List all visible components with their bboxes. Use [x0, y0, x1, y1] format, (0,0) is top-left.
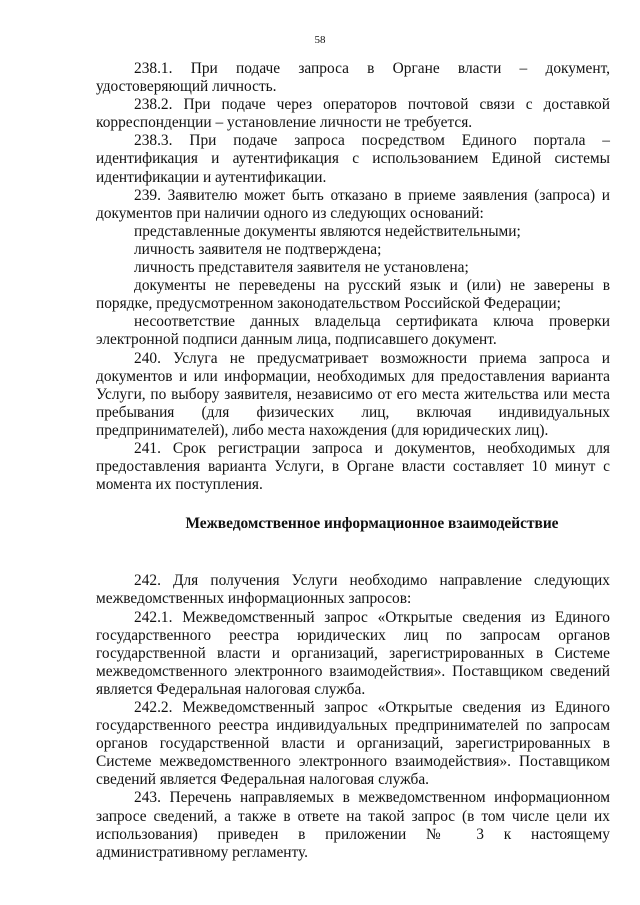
paragraph-238-1: 238.1. При подаче запроса в Органе власти – документ, удостоверяющий личность. — [96, 60, 610, 96]
paragraph-242: 242. Для получения Услуги необходимо направление следующих межведомственных информационных запросов: — [96, 572, 610, 608]
paragraph-242-2: 242.2. Межведомственный запрос «Открытые сведения из Единого государственного реестра индивидуальных предпринимателей по запросам органов государственной власти и организаций, зарегистрированных в Системе межведомственного электронного взаимодействия». Поставщиком сведений является Федеральная налоговая служба. — [96, 699, 610, 789]
list-item-identity-not-confirmed: личность заявителя не подтверждена; — [134, 240, 382, 258]
paragraph-241: 241. Срок регистрации запроса и документов, необходимых для предоставления варианта Услуги, в Органе власти составляет 10 минут с момента их поступления. — [96, 439, 610, 494]
document-body — [96, 60, 610, 862]
list-item-not-translated: документы не переведены на русский язык и (или) не заверены в порядке, предусмотренном законодательством Российской Федерации; — [96, 277, 610, 313]
paragraph-238-2: 238.2. При подаче через операторов почтовой связи с доставкой корреспонденции – установление личности не требуется. — [96, 96, 610, 132]
page-number: 58 — [314, 34, 326, 46]
paragraph-242-1: 242.1. Межведомственный запрос «Открытые сведения из Единого государственного реестра юридических лиц по запросам органов государственной власти и организаций, зарегистрированных в Системе межведомственного электронного взаимодействия». Поставщиком сведений является Федеральная налоговая служба. — [96, 608, 610, 698]
paragraph-238-3: 238.3. При подаче запроса посредством Единого портала – идентификация и аутентификация с использованием Единой системы идентификации и аутентификации. — [96, 132, 610, 186]
section-heading: Межведомственное информационное взаимодействие — [185, 515, 559, 533]
list-item-certificate-mismatch: несоответствие данных владельца сертификата ключа проверки электронной подписи данным лица, подписавшего документ. — [96, 313, 610, 349]
list-item-invalid-documents: представленные документы являются недействительными; — [134, 222, 521, 240]
paragraph-243: 243. Перечень направляемых в межведомственном информационном запросе сведений, а также в ответе на такой запрос (в том числе цели их использования) приведен в приложении № 3 к настоящему административному регламенту. — [96, 789, 610, 861]
paragraph-240: 240. Услуга не предусматривает возможности приема запроса и документов и или информации, необходимых для предоставления варианта Услуги, по выбору заявителя, независимо от его места жительства или места пребывания (для физических лиц, включая индивидуальных предпринимателей), либо места нахождения (для юридических лиц). — [96, 349, 610, 439]
list-item-representative-not-identified: личность представителя заявителя не установлена; — [134, 259, 469, 277]
paragraph-239: 239. Заявителю может быть отказано в приеме заявления (запроса) и документов при наличии одного из следующих оснований: — [96, 186, 610, 222]
